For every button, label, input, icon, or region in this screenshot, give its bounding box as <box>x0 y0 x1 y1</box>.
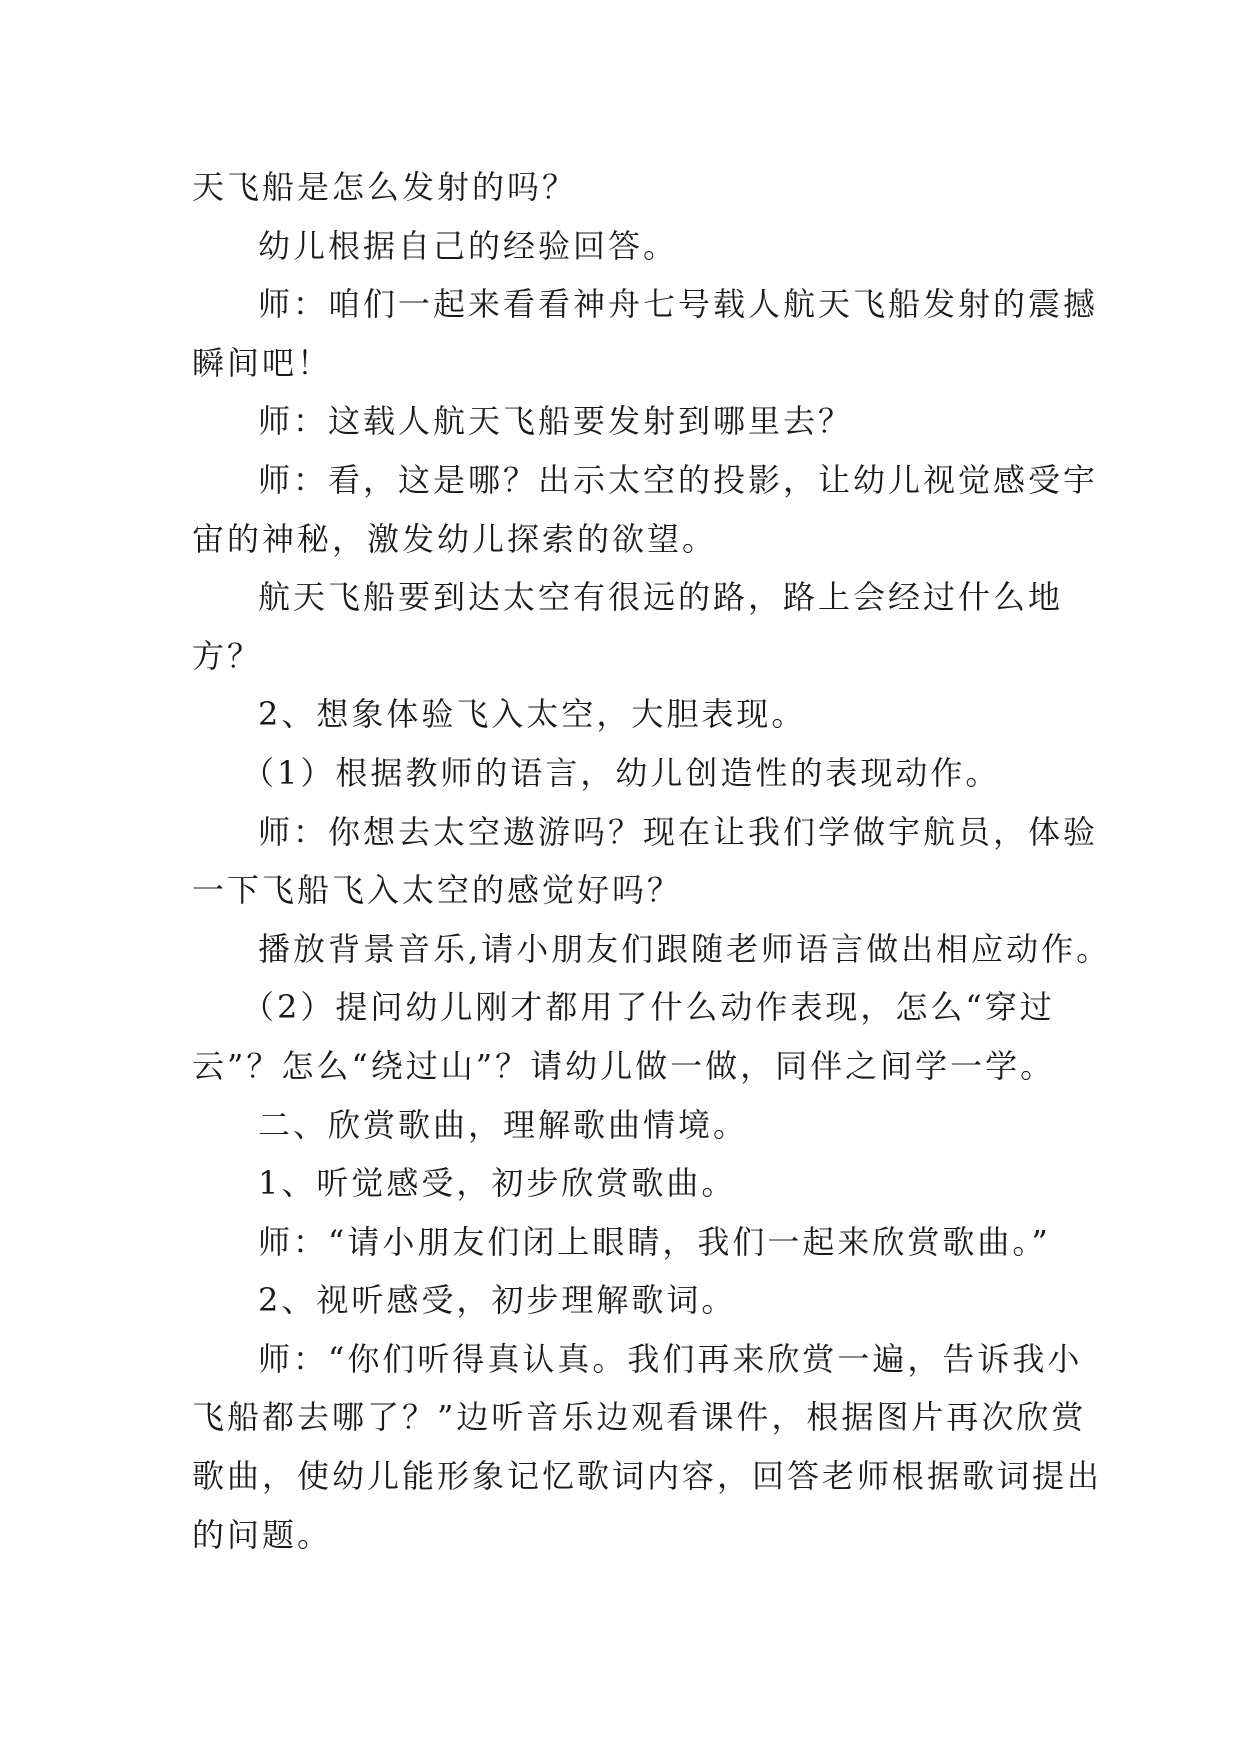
text-line: 飞船都去哪了？”边听音乐边观看课件，根据图片再次欣赏 <box>192 1398 1087 1437</box>
text-line: 师：“请小朋友们闭上眼睛，我们一起来欣赏歌曲。” <box>258 1222 1051 1261</box>
text-line: （2）提问幼儿刚才都用了什么动作表现，怎么“穿过 <box>242 988 1055 1027</box>
text-line: 歌曲，使幼儿能形象记忆歌词内容，回答老师根据歌词提出 <box>192 1457 1103 1496</box>
text-line: 宙的神秘，激发幼儿探索的欲望。 <box>192 519 718 558</box>
section-heading: 1、听觉感受，初步欣赏歌曲。 <box>258 1164 737 1203</box>
text-line: 师：这载人航天飞船要发射到哪里去？ <box>258 402 854 441</box>
text-line: 幼儿根据自己的经验回答。 <box>258 226 679 265</box>
section-heading: 2、视听感受，初步理解歌词。 <box>258 1281 737 1320</box>
text-line: 播放背景音乐,请小朋友们跟随老师语言做出相应动作。 <box>258 929 1112 968</box>
text-line: 天飞船是怎么发射的吗？ <box>192 168 578 206</box>
body-text <box>192 158 1112 1564</box>
section-heading: 2、想象体验飞入太空，大胆表现。 <box>258 695 807 734</box>
text-line: 瞬间吧！ <box>192 343 333 382</box>
text-line: 师：咱们一起来看看神舟七号载人航天飞船发射的震撼 <box>258 285 1099 324</box>
text-line: 航天飞船要到达太空有很远的路，路上会经过什么地 <box>258 578 1064 617</box>
text-line: 方？ <box>192 636 263 675</box>
text-line: 的问题。 <box>192 1515 333 1554</box>
text-line: 云”？怎么“绕过山”？请幼儿做一做，同伴之间学一学。 <box>192 1046 1056 1085</box>
section-heading: 二、欣赏歌曲，理解歌曲情境。 <box>258 1105 749 1144</box>
text-line: （1）根据教师的语言，幼儿创造性的表现动作。 <box>242 753 1001 792</box>
text-line: 师：你想去太空遨游吗？现在让我们学做宇航员，体验 <box>258 812 1099 851</box>
text-line: 一下飞船飞入太空的感觉好吗？ <box>192 871 683 910</box>
text-line: 师：“你们听得真认真。我们再来欣赏一遍，告诉我小 <box>258 1339 1083 1378</box>
text-line: 师：看，这是哪？出示太空的投影，让幼儿视觉感受宇 <box>258 460 1099 499</box>
